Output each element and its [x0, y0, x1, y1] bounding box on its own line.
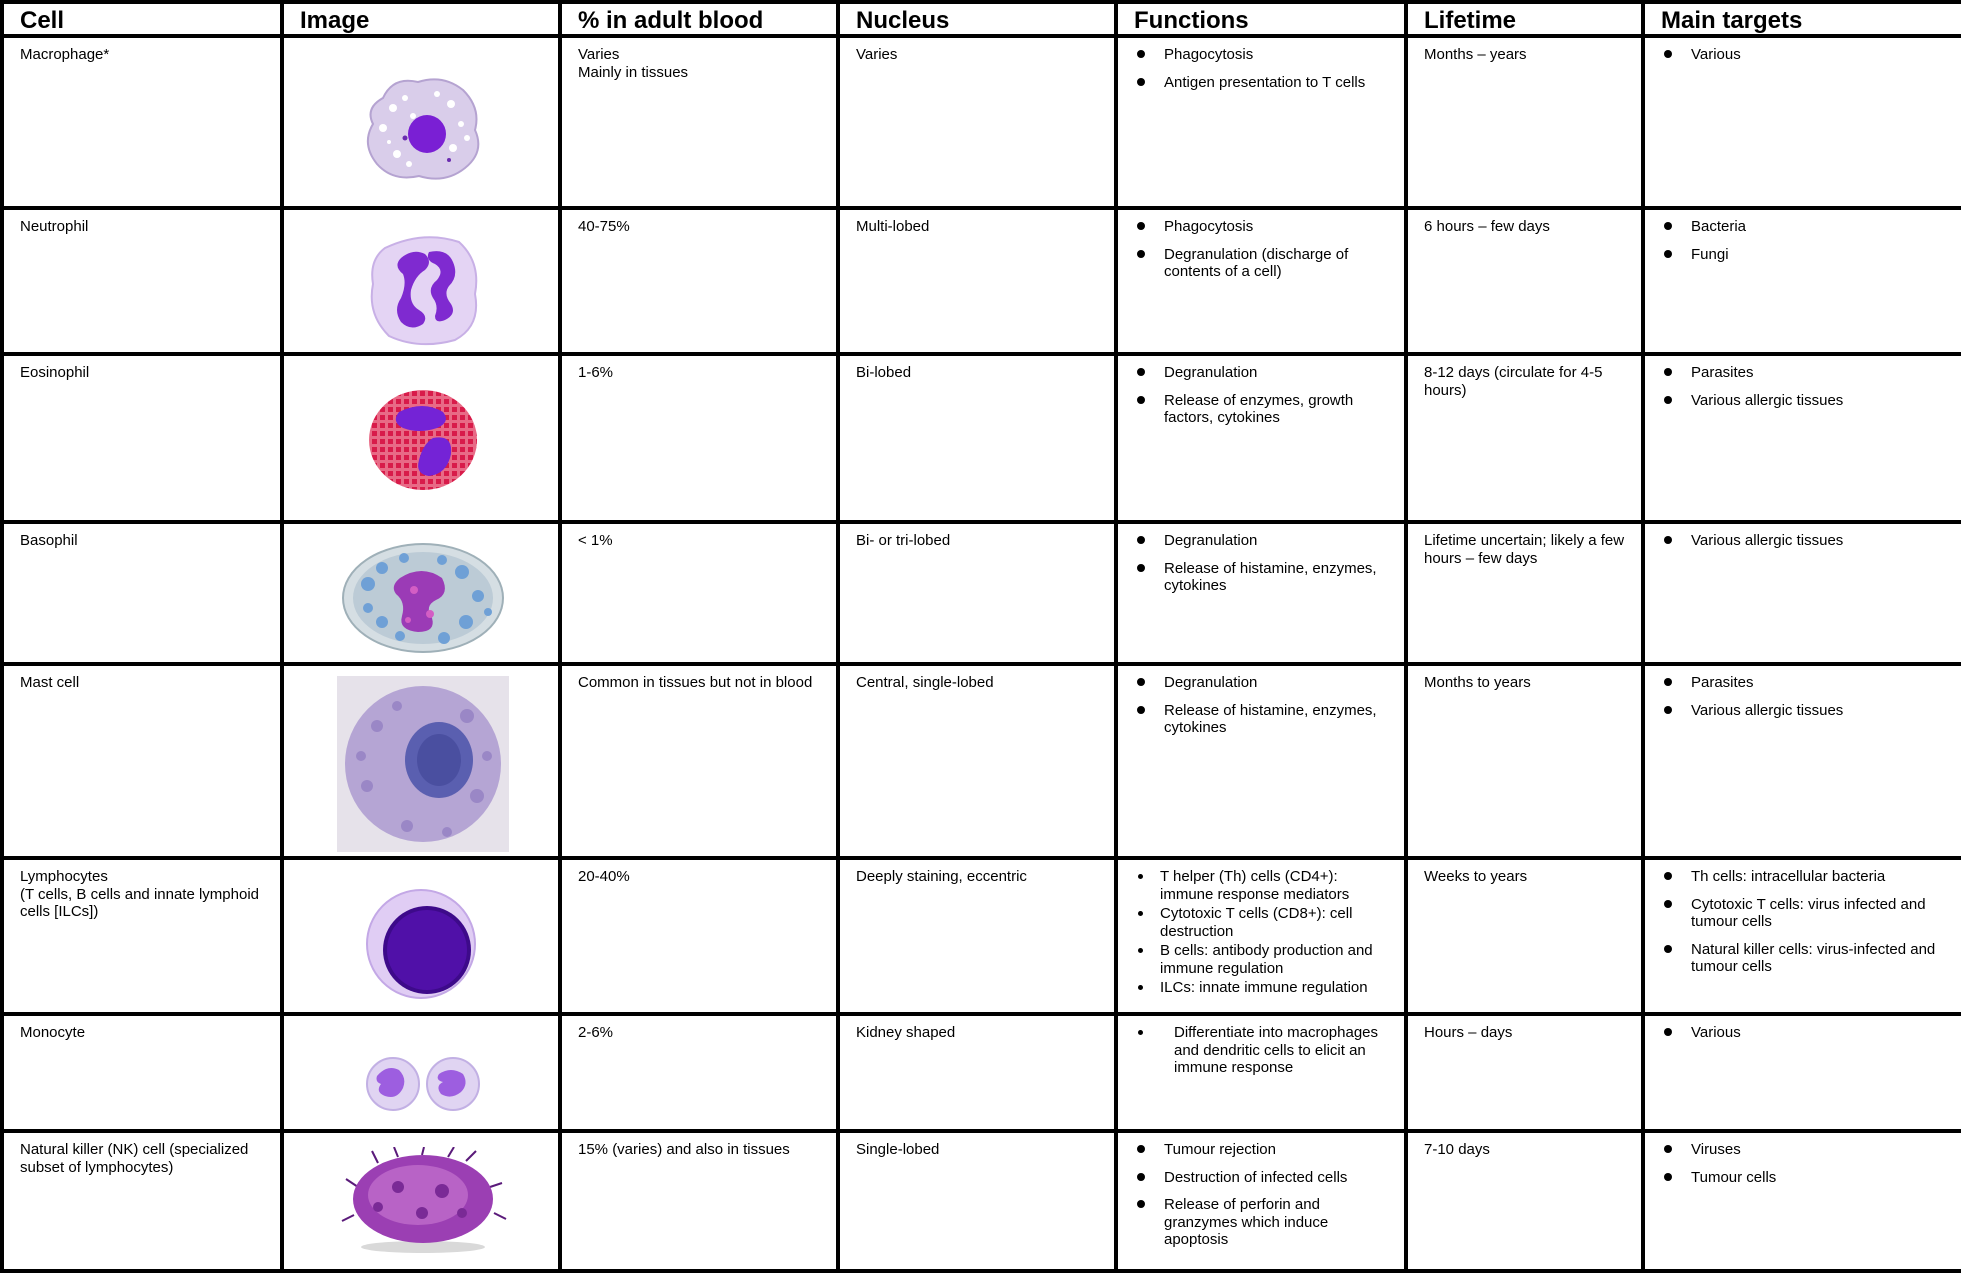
list-item: Bacteria: [1661, 218, 1949, 236]
lifetime: 8-12 days (circulate for 4-5 hours): [1406, 354, 1643, 522]
percent-line: Varies: [578, 46, 620, 63]
list-item: Differentiate into macrophages and dendritic cells to elicit an immune response: [1134, 1024, 1392, 1077]
header-cell: Cell: [2, 2, 282, 36]
list-item: Phagocytosis: [1134, 218, 1392, 236]
cell-name: Mast cell: [2, 664, 282, 858]
list-item: Tumour cells: [1661, 1169, 1949, 1187]
functions: [1116, 1131, 1406, 1271]
main-targets: [1643, 36, 1961, 208]
cell-name: Neutrophil: [2, 208, 282, 354]
table-row: [2, 664, 1961, 858]
list-item: Release of perforin and granzymes which induce apoptosis: [1134, 1196, 1392, 1249]
header-percent: % in adult blood: [560, 2, 838, 36]
cell-name: Basophil: [2, 522, 282, 664]
list-item: Natural killer cells: virus-infected and tumour cells: [1661, 941, 1949, 976]
monocyte-illustration: [363, 1054, 483, 1114]
list-item: Parasites: [1661, 364, 1949, 382]
main-targets: [1643, 858, 1961, 1014]
list-item: B cells: antibody production and immune regulation: [1134, 942, 1392, 977]
lifetime: Weeks to years: [1406, 858, 1643, 1014]
nucleus: Central, single-lobed: [838, 664, 1116, 858]
percent-in-blood: 15% (varies) and also in tissues: [560, 1131, 838, 1271]
list-item: Parasites: [1661, 674, 1949, 692]
cell-name: Natural killer (NK) cell (specialized subset of lymphocytes): [2, 1131, 282, 1271]
header-row: [2, 2, 1961, 36]
list-item: Various: [1661, 1024, 1949, 1042]
functions: [1116, 354, 1406, 522]
table-row: [2, 354, 1961, 522]
list-item: Viruses: [1661, 1141, 1949, 1159]
cell-image: [282, 522, 560, 664]
functions: [1116, 664, 1406, 858]
list-item: Release of enzymes, growth factors, cytokines: [1134, 392, 1392, 427]
header-targets: Main targets: [1643, 2, 1961, 36]
cell-image: [282, 1131, 560, 1271]
eosinophil-illustration: [363, 382, 483, 502]
cell-image: [282, 36, 560, 208]
functions: [1116, 1014, 1406, 1131]
cell-image: [282, 208, 560, 354]
mast-cell-micrograph: [337, 676, 509, 852]
list-item: Cytotoxic T cells: virus infected and tumour cells: [1661, 896, 1949, 931]
lifetime: Lifetime uncertain; likely a few hours – few days: [1406, 522, 1643, 664]
cell-image: [282, 664, 560, 858]
nk-cell-illustration: [338, 1147, 508, 1257]
list-item: Fungi: [1661, 246, 1949, 264]
list-item: Phagocytosis: [1134, 46, 1392, 64]
list-item: Destruction of infected cells: [1134, 1169, 1392, 1187]
cell-name: Eosinophil: [2, 354, 282, 522]
functions: [1116, 36, 1406, 208]
percent-in-blood: 2-6%: [560, 1014, 838, 1131]
nucleus: Varies: [838, 36, 1116, 208]
list-item: Antigen presentation to T cells: [1134, 74, 1392, 92]
lymphocyte-illustration: [363, 884, 483, 1004]
main-targets: [1643, 664, 1961, 858]
list-item: Various: [1661, 46, 1949, 64]
lifetime: 6 hours – few days: [1406, 208, 1643, 354]
list-item: Various allergic tissues: [1661, 702, 1949, 720]
nucleus: Single-lobed: [838, 1131, 1116, 1271]
table-row: [2, 208, 1961, 354]
table-row: [2, 36, 1961, 208]
header-nucleus: Nucleus: [838, 2, 1116, 36]
lifetime: 7-10 days: [1406, 1131, 1643, 1271]
list-item: Degranulation: [1134, 674, 1392, 692]
nucleus: Multi-lobed: [838, 208, 1116, 354]
percent-in-blood: 40-75%: [560, 208, 838, 354]
list-item: Degranulation: [1134, 364, 1392, 382]
list-item: T helper (Th) cells (CD4+): immune response mediators: [1134, 868, 1392, 903]
lifetime: Hours – days: [1406, 1014, 1643, 1131]
list-item: Degranulation: [1134, 532, 1392, 550]
nucleus: Bi- or tri-lobed: [838, 522, 1116, 664]
cell-image: [282, 858, 560, 1014]
table-row: [2, 522, 1961, 664]
neutrophil-illustration: [363, 228, 483, 348]
cell-name-detail: (T cells, B cells and innate lymphoid cells [ILCs]): [20, 885, 260, 920]
nucleus: Bi-lobed: [838, 354, 1116, 522]
basophil-illustration: [338, 538, 508, 658]
functions: [1116, 208, 1406, 354]
percent-in-blood: Common in tissues but not in blood: [560, 664, 838, 858]
functions: [1116, 522, 1406, 664]
header-functions: Functions: [1116, 2, 1406, 36]
list-item: Tumour rejection: [1134, 1141, 1392, 1159]
lifetime: Months – years: [1406, 36, 1643, 208]
list-item: Release of histamine, enzymes, cytokines: [1134, 560, 1392, 595]
cell-image: [282, 354, 560, 522]
main-targets: [1643, 522, 1961, 664]
list-item: Release of histamine, enzymes, cytokines: [1134, 702, 1392, 737]
main-targets: [1643, 208, 1961, 354]
cell-name: [2, 858, 282, 1014]
list-item: Cytotoxic T cells (CD8+): cell destruction: [1134, 905, 1392, 940]
list-item: Degranulation (discharge of contents of a cell): [1134, 246, 1392, 281]
list-item: Th cells: intracellular bacteria: [1661, 868, 1949, 886]
percent-in-blood: 20-40%: [560, 858, 838, 1014]
list-item: Various allergic tissues: [1661, 392, 1949, 410]
main-targets: [1643, 1131, 1961, 1271]
lifetime: Months to years: [1406, 664, 1643, 858]
main-targets: [1643, 1014, 1961, 1131]
table-row: [2, 858, 1961, 1014]
cell-name: Macrophage*: [2, 36, 282, 208]
percent-line: Mainly in tissues: [578, 63, 689, 81]
header-image: Image: [282, 2, 560, 36]
percent-in-blood: 1-6%: [560, 354, 838, 522]
header-lifetime: Lifetime: [1406, 2, 1643, 36]
nucleus: Deeply staining, eccentric: [838, 858, 1116, 1014]
main-targets: [1643, 354, 1961, 522]
cell-name: Monocyte: [2, 1014, 282, 1131]
list-item: ILCs: innate immune regulation: [1134, 979, 1392, 997]
percent-in-blood: [560, 36, 838, 208]
cell-name-main: Lymphocytes: [20, 868, 108, 885]
table-row: [2, 1131, 1961, 1271]
percent-in-blood: < 1%: [560, 522, 838, 664]
cell-image: [282, 1014, 560, 1131]
table-row: [2, 1014, 1961, 1131]
nucleus: Kidney shaped: [838, 1014, 1116, 1131]
macrophage-illustration: [353, 68, 493, 188]
list-item: Various allergic tissues: [1661, 532, 1949, 550]
functions: [1116, 858, 1406, 1014]
